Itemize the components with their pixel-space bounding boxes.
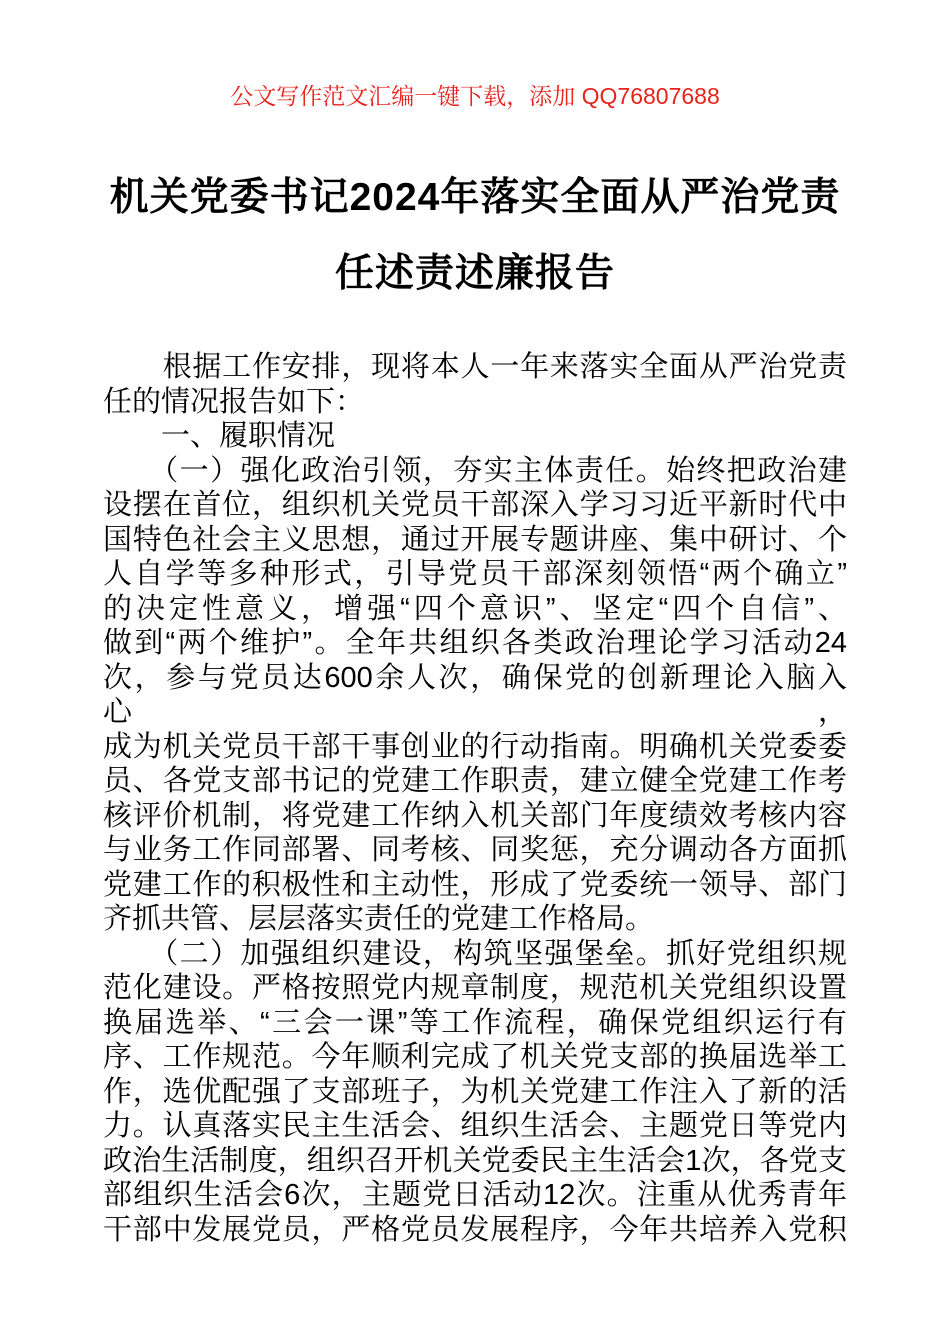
body-line: 做到“两个维护”。全年共组织各类政治理论学习活动24 (103, 627, 847, 659)
body-line: 干部中发展党员，严格党员发展程序，今年共培养入党积 (103, 1213, 847, 1246)
paragraph (103, 419, 847, 454)
body-line: 序、工作规范。今年顺利完成了机关党支部的换届选举工 (103, 1041, 847, 1073)
body-line: 力。认真落实民主生活会、组织生活会、主题党日等党内 (103, 1110, 847, 1142)
paragraph (103, 937, 847, 1248)
body-line: 任的情况报告如下： (103, 385, 365, 418)
body-line: 的决定性意义，增强“四个意识”、坚定“四个自信”、 (103, 592, 847, 625)
body-line: 员、各党支部书记的党建工作职责，建立健全党建工作考 (103, 765, 847, 797)
body-line: 换届选举、“三会一课”等工作流程，确保党组织运行有 (103, 1006, 847, 1039)
body-line: 范化建设。严格按照党内规章制度，规范机关党组织设置 (103, 972, 847, 1004)
body-line: 设摆在首位，组织机关党员干部深入学习习近平新时代中 (103, 489, 847, 521)
body-line: 政治生活制度，组织召开机关党委民主生活会1次，各党支 (103, 1144, 847, 1177)
body-line: 部组织生活会6次，主题党日活动12次。注重从优秀青年 (103, 1179, 847, 1211)
body-line: 人自学等多种形式，引导党员干部深刻领悟“两个确立” (103, 558, 847, 590)
body-line: 根据工作安排，现将本人一年来落实全面从严治党责 (103, 351, 847, 383)
title-line: 机关党委书记2024年落实全面从严治党责 (109, 176, 841, 219)
body-line: （一）强化政治引领，夯实主体责任。始终把政治建 (103, 454, 847, 487)
header-notice: 公文写作范文汇编一键下载，添加 QQ76807688 (230, 83, 720, 109)
paragraph (103, 454, 847, 937)
document-title (103, 160, 847, 312)
body-line: 齐抓共管、层层落实责任的党建工作格局。 (103, 903, 655, 935)
body-line: （二）加强组织建设，构筑坚强堡垒。抓好党组织规 (103, 937, 847, 970)
body-line: 与业务工作同部署、同考核、同奖惩，充分调动各方面抓 (103, 834, 847, 866)
body-line: 作，选优配强了支部班子，为机关党建工作注入了新的活 (103, 1075, 847, 1108)
body-line: 成为机关党员干部干事创业的行动指南。明确机关党委委 (103, 730, 847, 763)
document-body (103, 350, 847, 1247)
title-line: 任述责述廉报告 (334, 252, 615, 295)
paragraph (103, 350, 847, 419)
body-line: 核评价机制，将党建工作纳入机关部门年度绩效考核内容 (103, 799, 847, 832)
body-line: 次，参与党员达600余人次，确保党的创新理论入脑入心， (103, 661, 847, 728)
body-line: 一、履职情况 (103, 420, 336, 452)
body-line: 国特色社会主义思想，通过开展专题讲座、集中研讨、个 (103, 523, 847, 556)
body-line: 党建工作的积极性和主动性，形成了党委统一领导、部门 (103, 868, 847, 901)
